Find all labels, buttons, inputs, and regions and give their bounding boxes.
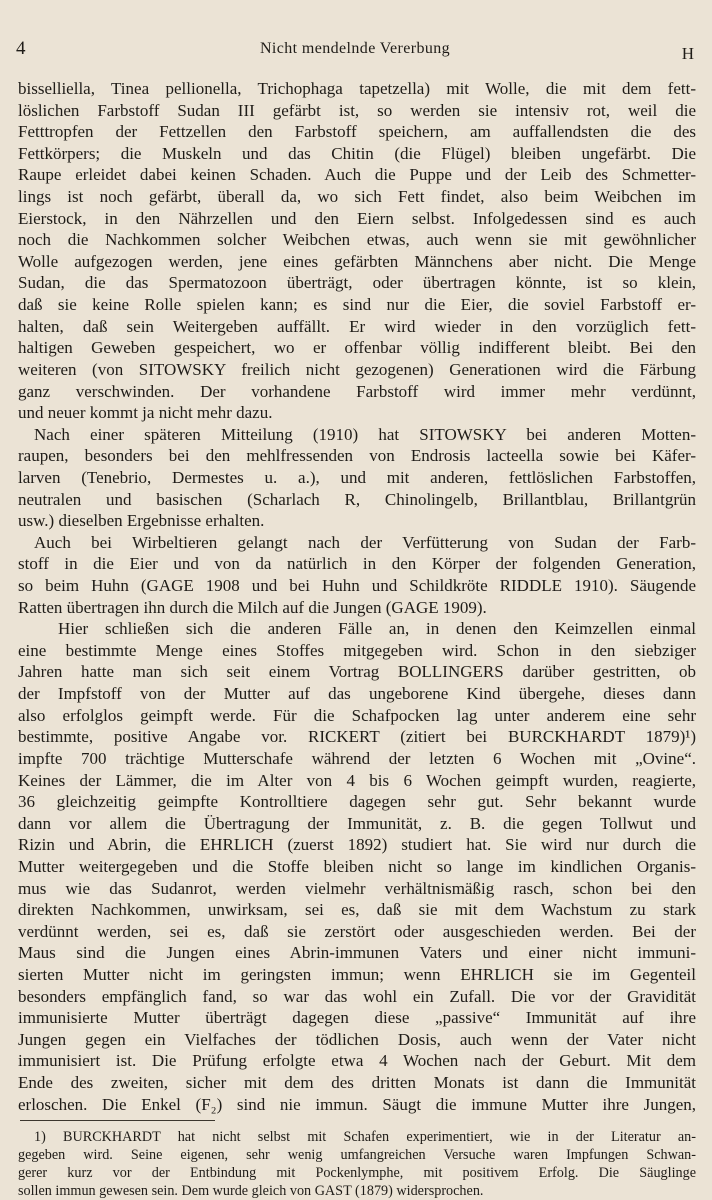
text-line: sierten Mutter nicht im geringsten immun; wenn EHRLICH sie im Gegenteil [18,964,696,984]
text-line: löslichen Farbstoff Sudan III gefärbt ist, so werden sie intensiv rot, weil die [18,100,696,120]
text-line: immunisiert ist. Die Prüfung erfolgte etwa 4 Wochen nach der Geburt. Mit dem [18,1051,696,1071]
text-line: daß sie keine Rolle spielen kann; es sind nur die Eier, die soviel Farbstoff er- [18,295,696,315]
text-line: noch die Nachkommen solcher Weibchen etwas, auch wenn sie mit gewöhnlicher [18,230,696,250]
text-line: Auch bei Wirbeltieren gelangt nach der Verfütterung von Sudan der Farb- [34,532,696,552]
text-line: neutralen und basischen (Scharlach R, Chinolingelb, Brillantblau, Brillantgrün [18,489,696,509]
text-line: Hier schließen sich die anderen Fälle an, in denen den Keimzellen einmal [58,619,696,639]
text-line: weiteren (von SITOWSKY freilich nicht gezogenen) Generationen wird die Färbung [18,359,696,379]
section-letter: H [681,44,694,63]
text-line: also erfolglos geimpft werde. Für die Schafpocken lag unter anderem eine sehr [18,705,696,725]
text-line: halten, daß sein Weitergeben auffällt. Er wird wieder in den vorzüglich fett- [18,316,696,336]
text-line: larven (Tenebrio, Dermestes u. a.), und mit anderen, fettlöslichen Farbstoffen, [18,467,696,487]
text-line: dann vor allem die Übertragung der Immunität, z. B. die gegen Tollwut und [18,813,696,833]
footnote-line: sollen immun gewesen sein. Dem wurde gleich von GAST (1879) widersprochen. [18,1183,484,1199]
text-line: Fettkörpers; die Muskeln und das Chitin (die Flügel) bleiben ungefärbt. Die [18,143,696,163]
text-line: immunisierte Mutter überträgt dagegen diese „passive“ Immunität auf ihre [18,1008,696,1028]
text-line: Fetttropfen der Fettzellen den Farbstoff speichern, am auffallendsten die des [18,122,696,142]
footnote-divider [20,1120,215,1121]
text-line: Keines der Lämmer, die im Alter von 4 bis 6 Wochen geimpft wurden, reagierte, [18,770,696,790]
text-line: Mutter weitergegeben und die Stoffe bleiben nicht so lange im kindlichen Organis- [18,856,696,876]
footnote-area [18,1120,696,1200]
text-line: Maus sind die Jungen eines Abrin-immunen Vaters und einer nicht immuni- [18,943,696,963]
text-line: haltigen Geweben gespeichert, wo er offenbar völlig indifferent bleibt. Bei den [18,338,696,358]
text-line: Jungen gegen ein Vielfaches der tödlichen Dosis, auch wenn der Vater nicht [18,1029,696,1049]
text-line: Eierstock, in den Nährzellen und den Eiern selbst. Infolgedessen sind es auch [18,208,696,228]
text-line: eine bestimmte Menge eines Stoffes mitgegeben wird. Schon in den siebziger [18,640,696,660]
text-line: Wolle aufgezogen werden, jene eines gefärbten Männchens aber nicht. Die Menge [18,251,696,271]
text-line: besonders empfänglich fand, so war das wohl ein Zufall. Die vor der Gravidität [18,986,696,1006]
text-line: bestimmte, positive Angabe vor. RICKERT (zitiert bei BURCKHARDT 1879)¹) [18,727,696,747]
text-line: raupen, besonders bei den mehlfressenden von Endrosis lacteella sowie bei Käfer- [18,446,696,466]
text-line: ganz verschwinden. Der vorhandene Farbstoff wird immer mehr verdünnt, [18,381,696,401]
text-line: Ende des zweiten, sicher mit dem des dritten Monats ist dann die Immunität [18,1073,696,1093]
text-line: Ratten übertragen ihn durch die Milch auf die Jungen (GAGE 1909). [18,597,487,617]
text-line: lings ist noch gefärbt, überall da, wo sich Fett findet, also beim Weibchen im [18,187,696,207]
text-line: usw.) dieselben Ergebnisse erhalten. [18,511,265,531]
text-line: Jahren hatte man sich seit einem Vortrag BOLLINGERS darüber gestritten, ob [18,662,696,682]
text-line: direkten Nachkommen, unwirksam, sei es, daß sie mit dem Wachstum zu stark [18,900,696,920]
text-line: impfte 700 trächtige Mutterschafe während der letzten 6 Wochen mit „Ovine“. [18,748,696,768]
page-number: 4 [16,38,26,59]
text-line: verdünnt werden, sei es, daß sie zerstört oder ausgeschieden werden. Bei der [18,921,696,941]
text-line: der Impfstoff von der Mutter auf das ungeborene Kind übergehe, dieses dann [18,684,696,704]
footnote-line: gegeben wird. Seine eigenen, sehr wenig umfangreichen Versuche waren Impfungen Schwan- [18,1147,696,1163]
text-line: erloschen. Die Enkel (F₂) sind nie immun. Säugt die immune Mutter ihre Jungen, [18,1094,696,1114]
footnote-line: gerer kurz vor der Entbindung mit Pockenlymphe, mit positivem Erfolg. Die Säuglinge [18,1165,696,1181]
text-line: bisselliella, Tinea pellionella, Trichophaga tapetzella) mit Wolle, die mit dem fett- [18,79,696,98]
running-title: Nicht mendelnde Vererbung [259,40,451,57]
text-line: 36 gleichzeitig geimpfte Kontrolltiere dagegen sehr gut. Sehr bekannt wurde [18,792,696,812]
text-line: mus wie das Sudanrot, werden vielmehr verhältnismäßig rasch, schon bei den [18,878,696,898]
text-line: so beim Huhn (GAGE 1908 und bei Huhn und Schildkröte RIDDLE 1910). Säugende [18,576,696,596]
text-line: Rizin und Abrin, die EHRLICH (zuerst 1892) studiert hat. Sie wird nur durch die [18,835,696,855]
text-line: Sudan, die das Spermatozoon überträgt, oder übertragen könnte, ist so klein, [18,273,696,293]
footnote-text [18,1128,696,1200]
text-line: Raupe erleidet dabei keinen Schaden. Auch die Puppe und der Leib des Schmetter- [18,165,696,185]
page-header [16,38,694,64]
text-line: stoff in die Eier und von da natürlich in den Körper der folgenden Generation, [18,554,696,574]
text-line: Nach einer späteren Mitteilung (1910) hat SITOWSKY bei anderen Motten- [34,424,696,444]
body-text [18,78,696,1115]
footnote-line: 1) BURCKHARDT hat nicht selbst mit Schafen experimentiert, wie in der Literatur an- [34,1129,696,1145]
text-line: und neuer kommt ja nicht mehr dazu. [18,403,273,423]
